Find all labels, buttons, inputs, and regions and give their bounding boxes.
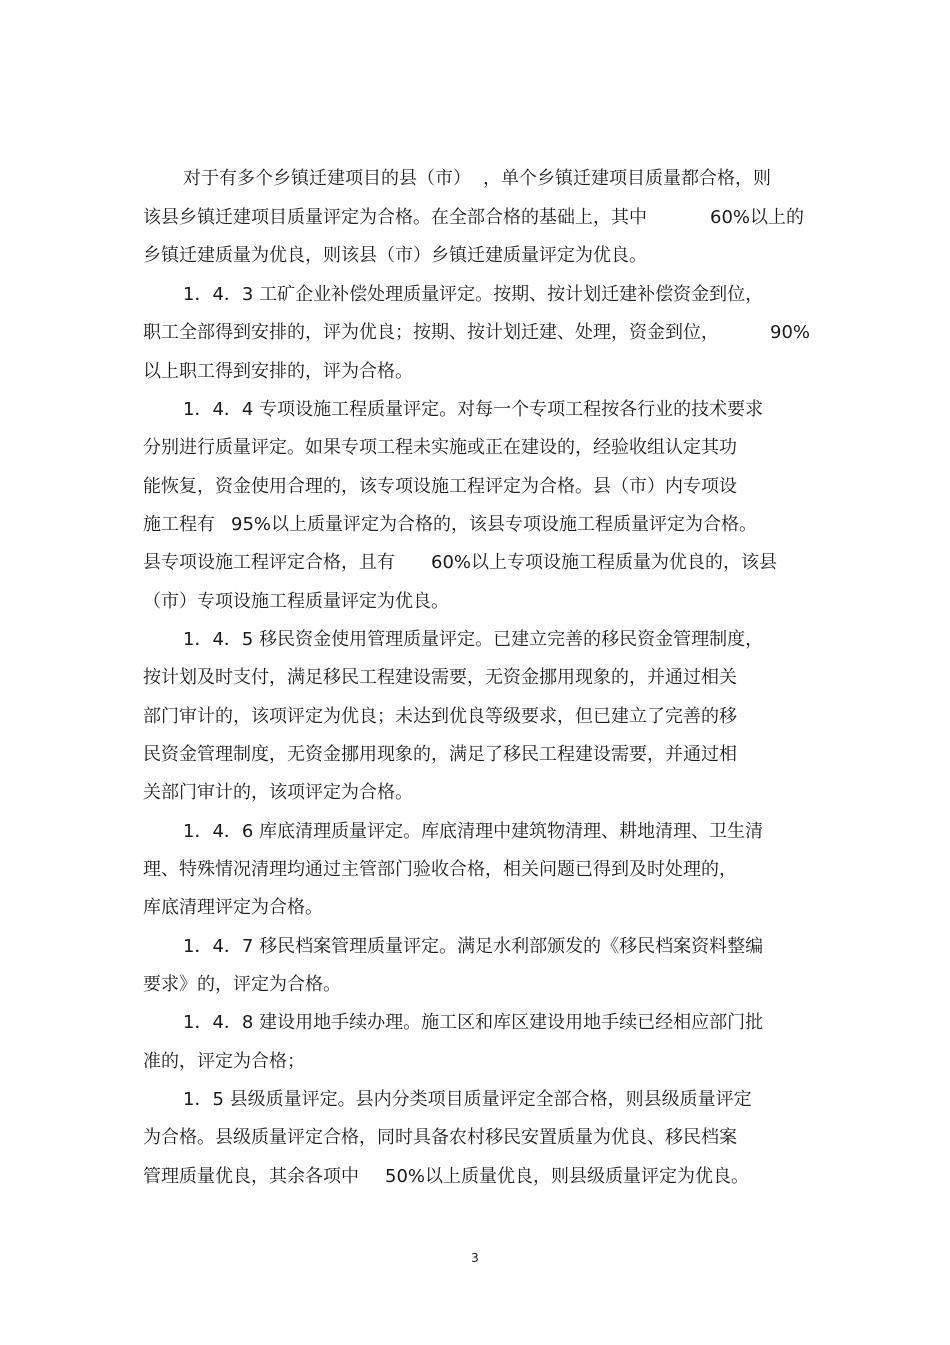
text-segment: 1．5 县级质量评定。县内分类项目质量评定全部合格，则县级质量评定 — [183, 1089, 752, 1110]
text-segment: 50%以上质量优良，则县级质量评定为优良。 — [385, 1166, 750, 1187]
text-segment: 县专项设施工程评定合格，且有 — [143, 552, 395, 573]
text-segment: 民资金管理制度，无资金挪用现象的，满足了移民工程建设需要，并通过相 — [143, 744, 737, 765]
text-segment: 95%以上质量评定为合格的，该县专项设施工程质量评定为合格。 — [231, 514, 758, 535]
text-segment: 分别进行质量评定。如果专项工程未实施或正在建设的，经验收组认定其功 — [143, 437, 737, 458]
text-segment: 部门审计的，该项评定为优良；未达到优良等级要求，但已建立了完善的移 — [143, 706, 737, 727]
text-segment: 要求》的，评定为合格。 — [143, 974, 341, 995]
text-segment: 1．4．5 移民资金使用管理质量评定。已建立完善的移民资金管理制度， — [183, 629, 764, 650]
text-segment: 为合格。县级质量评定合格，同时具备农村移民安置质量为优良、移民档案 — [143, 1127, 737, 1148]
text-segment: （市）专项设施工程质量评定为优良。 — [143, 591, 449, 612]
text-segment: 60%以上的 — [710, 207, 805, 228]
text-segment: 按计划及时支付，满足移民工程建设需要，无资金挪用现象的，并通过相关 — [143, 667, 737, 688]
text-segment: 库底清理评定为合格。 — [143, 897, 323, 918]
text-segment: 施工程有 — [143, 514, 215, 535]
page-number: 3 — [471, 1251, 479, 1265]
text-segment: 对于有多个乡镇迁建项目的县（市） — [183, 168, 471, 189]
text-segment: 关部门审计的，该项评定为合格。 — [143, 782, 413, 803]
text-segment: 60%以上专项设施工程质量为优良的，该县 — [431, 552, 778, 573]
text-segment: 1．4．8 建设用地手续办理。施工区和库区建设用地手续已经相应部门批 — [183, 1012, 764, 1033]
text-segment: 以上职工得到安排的，评为合格。 — [143, 361, 413, 382]
text-segment: 乡镇迁建质量为优良，则该县（市）乡镇迁建质量评定为优良。 — [143, 245, 647, 266]
text-segment: 准的，评定为合格； — [143, 1051, 305, 1072]
text-segment: ，单个乡镇迁建项目质量都合格，则 — [483, 168, 771, 189]
text-segment: 1．4．3 工矿企业补偿处理质量评定。按期、按计划迁建补偿资金到位， — [183, 284, 764, 305]
text-segment: 1．4．6 库底清理质量评定。库底清理中建筑物清理、耕地清理、卫生清 — [183, 821, 764, 842]
text-segment: 该县乡镇迁建项目质量评定为合格。在全部合格的基础上，其中 — [143, 207, 647, 228]
text-segment: 理、特殊情况清理均通过主管部门验收合格，相关问题已得到及时处理的， — [143, 859, 737, 880]
text-segment: 90% — [770, 322, 811, 343]
text-segment: 管理质量优良，其余各项中 — [143, 1166, 359, 1187]
text-segment: 职工全部得到安排的，评为优良；按期、按计划迁建、处理，资金到位， — [143, 322, 719, 343]
text-segment: 能恢复，资金使用合理的，该专项设施工程评定为合格。县（市）内专项设 — [143, 476, 737, 497]
text-segment: 1．4．7 移民档案管理质量评定。满足水利部颁发的《移民档案资料整编 — [183, 936, 764, 957]
text-segment: 1．4．4 专项设施工程质量评定。对每一个专项工程按各行业的技术要求 — [183, 399, 764, 420]
